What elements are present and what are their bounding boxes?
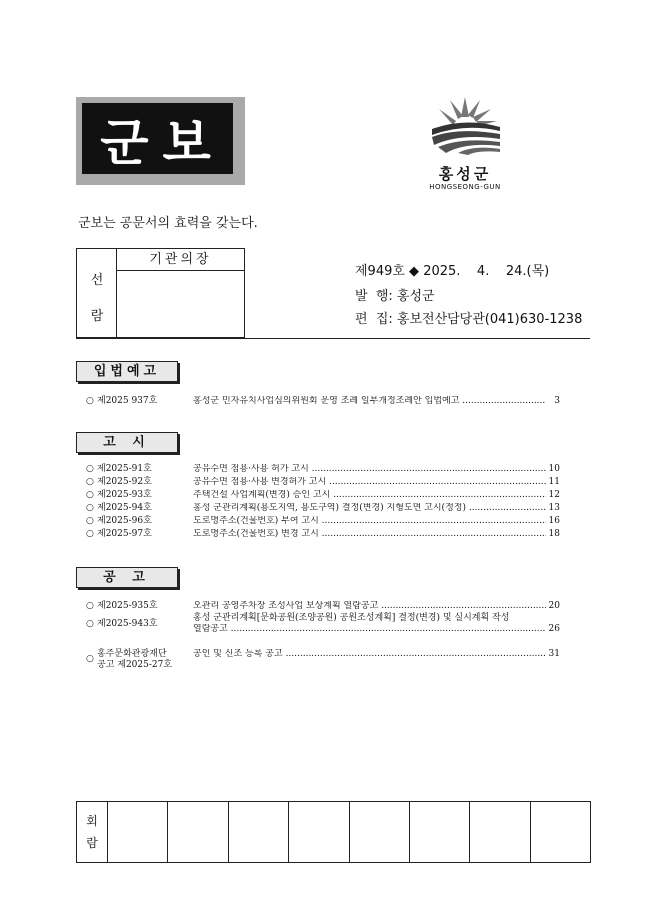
list-item[interactable]: ○ 제2025-943호 홍성 군관리계획[문화공원(조양공원) 공원조성계획] 결정(변경) 및 실시계획 작성 열람공고 ..... 26 (86, 619, 560, 641)
logo-english-name: HONGSEONG-GUN (429, 183, 501, 191)
item-page: 3 (554, 396, 560, 406)
circulation-cell[interactable] (470, 802, 530, 862)
circulation-cell[interactable] (108, 802, 168, 862)
contents-box (76, 248, 245, 338)
item-number: 제2025-93호 (97, 490, 152, 500)
contents-side-label (77, 249, 117, 337)
item-title: 공유수면 점용·사용 변경허가 고시 ..... (193, 477, 546, 488)
circulation-cell[interactable] (168, 802, 228, 862)
list-item[interactable]: ○ 제2025-91호 공유수면 점용·사용 허가 고시 ..... 10 (86, 464, 560, 475)
item-page: 16 (548, 516, 560, 526)
list-item[interactable]: ○ 제2025 937호 홍성군 민자유치사업심의위원회 운영 조례 일부개정조례안 입법예고 ..... 3 (86, 396, 560, 407)
item-page: 10 (548, 464, 560, 474)
item-number: 제2025-94호 (97, 503, 152, 513)
subtitle: 군보는 공문서의 효력을 갖는다. (78, 216, 258, 231)
contents-side-top: 선 (90, 273, 104, 288)
item-page: 26 (548, 624, 560, 634)
circulation-cell[interactable] (531, 802, 590, 862)
item-title: 공인 및 신조 등록 공고 ..... (193, 649, 546, 660)
item-page: 31 (548, 649, 560, 659)
circulation-cell[interactable] (229, 802, 289, 862)
list-item[interactable]: ○ 제2025-92호 공유수면 점용·사용 변경허가 고시 ..... 11 (86, 477, 560, 488)
circulation-cell[interactable] (350, 802, 410, 862)
item-title: 홍성군 민자유치사업심의위원회 운영 조례 일부개정조례안 입법예고 ..... (193, 396, 546, 407)
item-number: 제2025-96호 (97, 516, 152, 526)
item-title-line2: 열람공고 ..... (193, 624, 546, 635)
item-number: 제2025-92호 (97, 477, 152, 487)
header-rule (76, 338, 590, 339)
list-item[interactable]: ○ 제2025-97호 도로명주소(건물번호) 변경 고시 ..... 18 (86, 529, 560, 540)
list-item[interactable]: ○ 제2025-93호 주택건설 사업계획(변경) 승인 고시 ..... 12 (86, 490, 560, 501)
item-number: 제2025-91호 (97, 464, 152, 474)
item-page: 11 (548, 477, 560, 487)
item-number: 제2025 937호 (97, 396, 158, 406)
section-heading-notice: 고 시 (76, 432, 178, 453)
circulation-box (76, 801, 591, 863)
issue-number-date: 제949호 ◆ 2025. 4. 24.(목) (355, 264, 550, 279)
list-item[interactable]: ○ 제2025-96호 도로명주소(건물번호) 부여 고시 ..... 16 (86, 516, 560, 527)
item-title: 주택건설 사업계획(변경) 승인 고시 ..... (193, 490, 546, 501)
item-title: 공유수면 점용·사용 허가 고시 ..... (193, 464, 546, 475)
circulation-label: 회 람 (77, 802, 108, 862)
list-item[interactable]: ○ 제2025-935호 오관리 공영주차장 조성사업 보상계획 열람공고 ..... 20 (86, 601, 560, 612)
item-page: 12 (548, 490, 560, 500)
item-page: 20 (548, 601, 560, 611)
list-item[interactable]: ○ 홍주문화관광재단 공고 제2025-27호 공인 및 신조 등록 공고 ..... 31 (86, 649, 560, 671)
item-page: 13 (548, 503, 560, 513)
contents-side-bottom: 람 (90, 309, 104, 324)
item-number: 제2025-943호 (97, 619, 158, 629)
item-number: 제2025-935호 (97, 601, 158, 611)
issue-editor: 편 집: 홍보전산담당관(041)630-1238 (355, 312, 583, 327)
item-number-line2: 공고 제2025-27호 (97, 660, 173, 670)
masthead-title: 군보 (82, 103, 233, 174)
item-number: 제2025-97호 (97, 529, 152, 539)
issue-publisher: 발 행: 홍성군 (355, 289, 435, 304)
logo-name: 홍성군 (438, 165, 492, 183)
item-title: 도로명주소(건물번호) 부여 고시 ..... (193, 516, 546, 527)
list-item[interactable]: ○ 제2025-94호 홍성 군관리계획(용도지역, 용도구역) 결정(변경) 지형도면 고시(정정) ..... 13 (86, 503, 560, 514)
item-number-line1: 홍주문화관광재단 (97, 649, 167, 659)
item-title-line1: 홍성 군관리계획[문화공원(조양공원) 공원조성계획] 결정(변경) 및 실시계획 작성 (193, 613, 510, 623)
item-page: 18 (548, 529, 560, 539)
circulation-cell[interactable] (410, 802, 470, 862)
item-title: 도로명주소(건물번호) 변경 고시 ..... (193, 529, 546, 540)
hongseong-logo-icon (428, 95, 503, 155)
circulation-cell[interactable] (289, 802, 349, 862)
section-heading-announcement: 공 고 (76, 567, 178, 588)
section-heading-legislation: 입법예고 (76, 361, 178, 382)
item-title: 오관리 공영주차장 조성사업 보상계획 열람공고 ..... (193, 601, 546, 612)
item-title: 홍성 군관리계획(용도지역, 용도구역) 결정(변경) 지형도면 고시(정정) ..... (193, 503, 546, 514)
contents-header: 기관의장 (117, 249, 244, 271)
